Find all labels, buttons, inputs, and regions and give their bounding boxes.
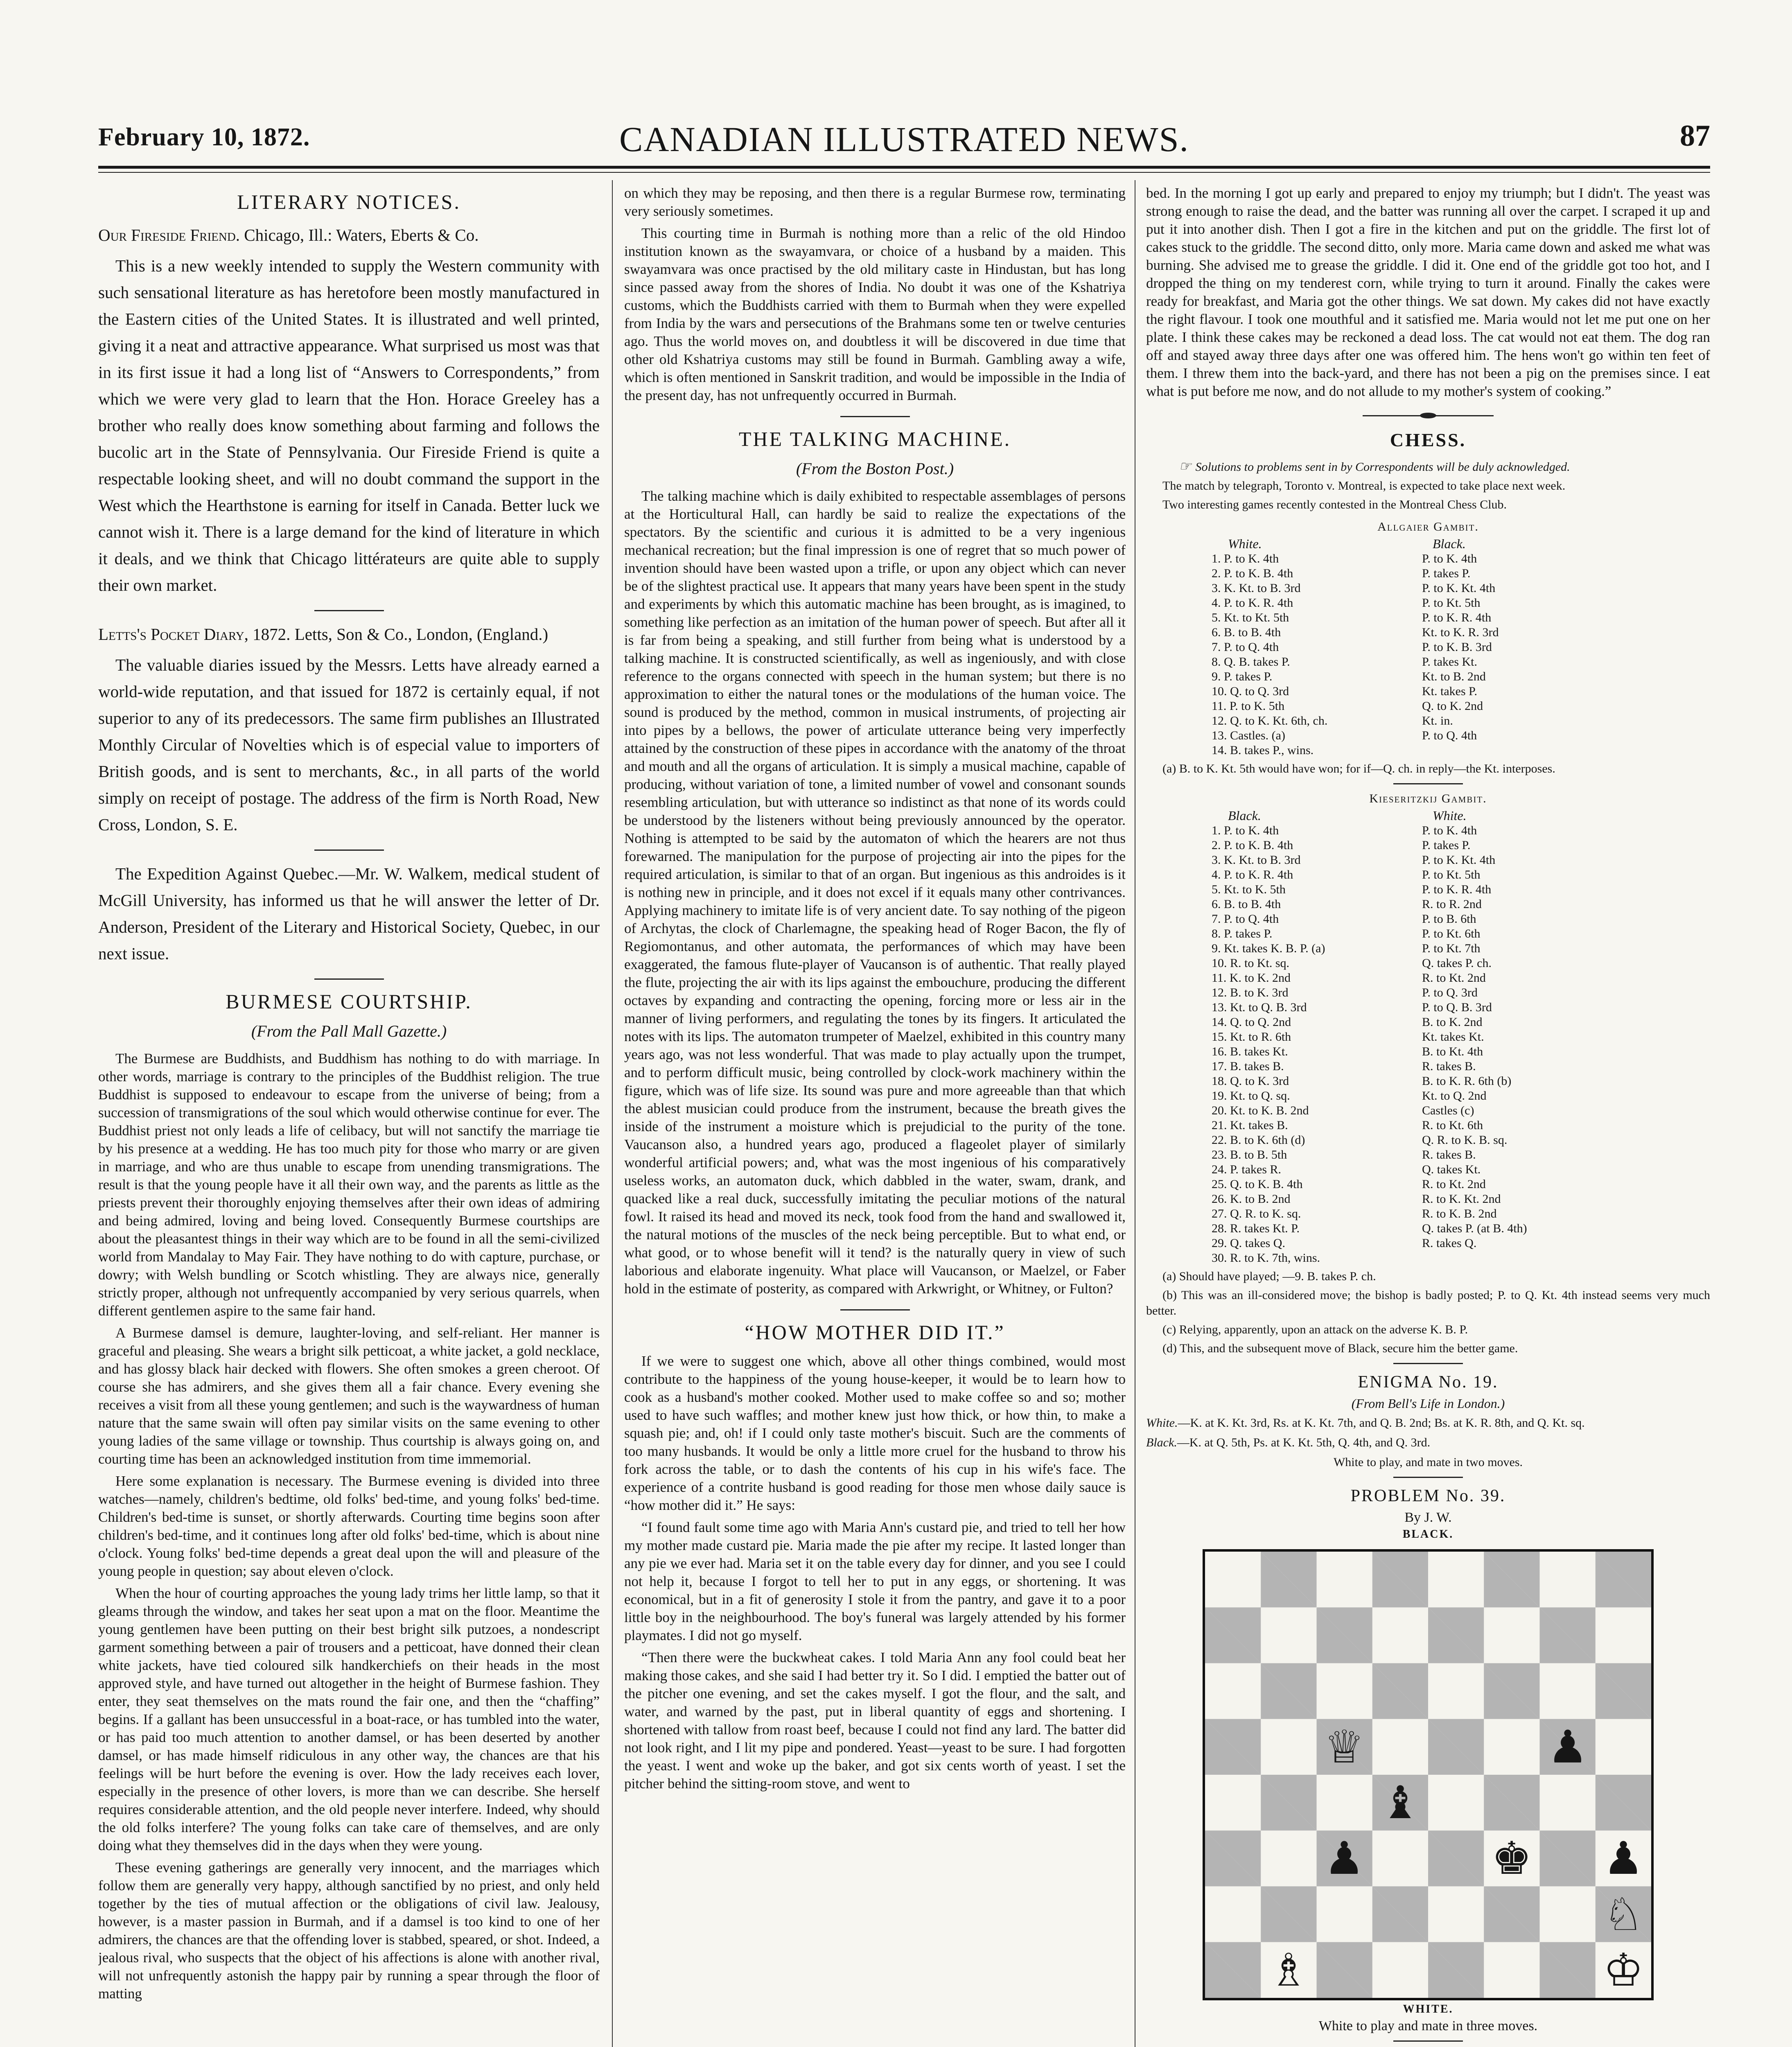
first-player-move: 1. P. to K. 4th [1212,552,1279,565]
solutions-note-text: Solutions to problems sent in by Correspondents will be duly acknowledged. [1195,460,1570,474]
second-player-move: R. takes B. [1422,1148,1476,1161]
move-row [1212,941,1533,956]
enigma-title: ENIGMA No. 19. [1358,1373,1499,1392]
section-rule [840,416,910,417]
first-player-move: 3. K. Kt. to B. 3rd [1212,581,1301,595]
chess-note: Two interesting games recently contested in the Montreal Chess Club. [1162,498,1507,511]
column-3 [1146,184,1710,2047]
first-player-move: 8. Q. B. takes P. [1212,655,1290,669]
second-player-move: R. to Kt. 6th [1422,1118,1483,1132]
notice-title-lead: Our Fireside Friend. [98,226,240,244]
move-row [1212,897,1533,912]
second-player-move: R. to R. 2nd [1422,897,1482,911]
notice-title-lead: Letts's Pocket Diary, 1872. [98,625,291,644]
black-side-label: BLACK. [1402,1528,1454,1541]
second-player-move: P. to K. Kt. 4th [1422,853,1496,867]
move-row [1212,655,1505,669]
move-row [1212,743,1505,758]
literary-notices-heading: LITERARY NOTICES. [237,190,461,213]
move-row [1212,1133,1533,1148]
second-player-move [1422,743,1505,758]
problem-task: White to play and mate in three moves. [1318,2018,1538,2033]
white-bishop-icon: ♗ [1268,1944,1309,1996]
second-player-move: P. to K. Kt. 4th [1422,581,1496,595]
move-row [1212,823,1533,838]
section-rule [314,978,384,980]
chess-note [1146,459,1710,475]
game-note: (b) This was an ill-considered move; the bishop is badly posted; P. to Q. Kt. 4th instead seems very much better. [1146,1288,1710,1317]
first-player-move: 4. P. to K. R. 4th [1212,868,1293,881]
column-2 [624,184,1126,2047]
move-row [1212,714,1505,728]
second-player-move: P. to B. 6th [1422,912,1476,926]
game-moves-table [1212,823,1533,1265]
move-row [1212,1089,1533,1103]
move-row [1212,1148,1533,1162]
move-row [1212,1000,1533,1015]
second-player-move: B. to K. R. 6th (b) [1422,1074,1512,1088]
first-player-move: 2. P. to K. B. 4th [1212,838,1293,852]
first-player-move: 7. P. to Q. 4th [1212,912,1279,926]
first-player-move: 25. Q. to K. B. 4th [1212,1177,1303,1191]
masthead-rule-thin [98,172,1710,173]
white-queen-icon: ♕ [1324,1721,1365,1773]
second-player-move: P. takes P. [1422,567,1471,580]
move-row [1212,882,1533,897]
pointing-hand-icon: ☞ [1179,459,1192,474]
game-note: (a) Should have played; —9. B. takes P. ch. [1162,1270,1376,1283]
notice-title [98,222,600,249]
second-player-move: P. to Kt. 6th [1422,927,1481,940]
article-source: (From the Boston Post.) [796,459,954,478]
move-row [1212,640,1505,655]
chess-note: The match by telegraph, Toronto v. Montreal, is expected to take place next week. [1162,479,1566,493]
chess-heading: CHESS. [1390,429,1467,450]
second-player-move [1422,1251,1533,1265]
enigma-black-position [1146,1435,1710,1451]
game-title: Kieseritzkij Gambit. [1369,792,1487,805]
first-player-move: 13. Castles. (a) [1212,729,1285,742]
move-row [1212,985,1533,1000]
move-row [1212,625,1505,640]
black-column-label: Black. [1433,536,1466,551]
white-king-icon: ♔ [1603,1944,1644,1996]
first-player-move: 15. Kt. to R. 6th [1212,1030,1291,1044]
first-player-move: 3. K. Kt. to B. 3rd [1212,853,1301,867]
article-paragraph: “Then there were the buckwheat cakes. I told Maria Ann any fool could beat her making those cakes, and she said I had better try it. So I did. I emptied the batter out of the pitcher one evening, and set the cakes myself. I got the flour, and the salt, and water, and warned by the past, put in liberal quantity of eggs and shortening. I shortened with tallow from roast beef, because I could not find any lard. The batter did not look right, and I lit my pipe and pondered. Yeast—yeast to be sure. I had forgotten the yeast. I went and woke up the baker, and got six cents worth of yeast. I set the pitcher behind the sitting-room stove, and went to [624,1649,1126,1792]
page-number: 87 [1680,119,1710,153]
first-player-move: 16. B. takes Kt. [1212,1045,1288,1058]
second-player-move: P. to Kt. 7th [1422,942,1481,955]
second-player-move: Kt. takes P. [1422,685,1477,698]
move-row [1212,1059,1533,1074]
article-paragraph: These evening gatherings are generally very innocent, and the marriages which follow them are generally very happy, although sanctified by no priest, and only held together by the ties of mutual affection or the obligations of civil law. Jealousy, however, is a master passion in Burmah, and if a damsel is too kind to one of her admirers, the chances are that the offending lover is stabbed, speared, or shot. Indeed, a jealous rival, who suspects that the object of his affections is alone with another rival, will not unfrequently astonish the happy pair by running a spear through the floor of matting [98,1859,600,2002]
move-row [1212,669,1505,684]
move-row [1212,1103,1533,1118]
move-row [1212,853,1533,868]
second-player-move: P. to K. 4th [1422,552,1477,565]
second-player-move: P. takes Kt. [1422,655,1477,669]
move-row [1212,1207,1533,1221]
second-player-move: Kt. takes Kt. [1422,1030,1484,1044]
first-player-move: 26. K. to B. 2nd [1212,1192,1291,1206]
chess-board [1203,1549,1654,2000]
enigma-black-text: —K. at Q. 5th, Ps. at K. Kt. 5th, Q. 4th, and Q. 3rd. [1177,1436,1431,1449]
game-note: (a) B. to K. Kt. 5th would have won; for if—Q. ch. in reply—the Kt. interposes. [1162,762,1555,775]
section-rule [1393,783,1463,784]
second-player-move: Kt. to K. R. 3rd [1422,626,1499,639]
article-paragraph: This courting time in Burmah is nothing more than a relic of the old Hindoo institution known as the swayamvara, or choice of a husband by a maiden. This swayamvara was once practised by the old military caste in Hindustan, but has long since passed away from the shores of India. No doubt it was one of the Kshatriya customs, which the Buddhists carried with them to Burmah when they were expelled from India by the wars and persecutions of the Brahmans some ten or twelve centuries ago. Thus the world moves on, and doubtless it will be discovered in due time that other old Kshatriya customs may still be found in Burmah. Gambling away a wife, which is often mentioned in Sanskrit tradition, and would be impossible in the India of the present day, has not unfrequently occurred in Burmah. [624,225,1126,403]
notice-title [98,621,600,648]
first-player-move: 14. B. takes P., wins. [1212,743,1314,757]
second-player-move: P. to K. 4th [1422,824,1477,837]
first-player-move: 6. B. to B. 4th [1212,897,1281,911]
move-row [1212,684,1505,699]
black-pawn-icon: ♟ [1547,1721,1588,1773]
first-player-move: 8. P. takes P. [1212,927,1273,940]
black-pawn-icon: ♟ [1324,1832,1365,1884]
first-player-move: 17. B. takes B. [1212,1060,1284,1073]
burmese-courtship-heading: BURMESE COURTSHIP. [226,990,472,1013]
move-row [1212,1236,1533,1251]
enigma-black-label: Black. [1146,1436,1177,1449]
article-paragraph: The talking machine which is daily exhibited to respectable assemblages of persons at the Horticultural Hall, can hardly be said to realize the expectations of the spectators. By the scientific and curious it is admitted to be a very ingenious mechanical recreation; but the final impression is one of regret that so much power of invention should have been wasted upon a trifle, or upon any object which can never be of the slightest practical use. It appears that many years have been spent in the study and experiments by which this automatic machine has been brought, as is imagined, to something like perfection as an imitation of the human power of speech. But after all it is far from being a speaking, and still further from being what is understood by a talking machine. It is constructed scientifically, as well as ingeniously, and with close reference to the organs connected with speech in the human system; but there is no approximation to either the natural tones or the modulations of the human voice. The sound is produced by the method, common in musical instruments, of projecting air into pipes by a bellows, the power of articulate utterance being very imperfectly attained by the construction of these pipes in accordance with the anatomy of the throat and mouth and all the organs of articulation. It is simply a musical machine, capable of producing, without variation of tone, a limited number of vowel and consonant sounds resembling articulation, but with utterance so indistinct as that none of its words could be understood by the listeners without being previously announced by the operator. Nothing is attempted to be said by the automaton of which the hearers are not thus forewarned. The manipulation for the purpose of projecting air into the pipes for the required articulation, is similar to that of an organ. But ingenious as this androides is it is nothing new in principle, and it does not excel if it equals many other contrivances. Applying machinery to imitate life is of very ancient date. To say nothing of the pigeon of Archytas, the clock of Charlemagne, the speaking head of Roger Bacon, the fly of Regiomontanus, and other automata, the performances of which may have been exaggerated, the famous flute-player of Vaucanson is of authentic. That really played the flute, projecting the air with its lips against the embouchure, producing the different octaves by expanding and contracting the opening, forcing more or less air in the manner of living performers, and regulating the tones by its fingers. It articulated the notes with its lips. The automaton trumpeter of Maelzel, exhibited in this country many years ago, was not less wonderful. That was made to play actually upon the trumpet, and to perform difficult music, being controlled by clock-work machinery within the figure, which was of life size. Its sound was pure and more agreeable than that which the ablest musician could produce from the instrument, because the breath gives the inside of the instrument a moisture which is prejudicial to the purity of the tone. Vaucanson also, a hundred years ago, produced a flageolet player of similarly wonderful artificial powers; and, what was the most ingenious of his comparatively useless works, an automaton duck, which dabbled in the water, swam, drank, and quacked like a real duck, successfully imitating the peculiar motions of the natural fowl. It raised its head and moved its neck, took food from the hand and swallowed it, the natural motions of the muscles of the neck being perceptible. But to what end, or what good, or to whose benefit will it tend? is the naturally query in view of such laborious and elaborate ingenuity. What place will Vaucanson, or Maelzel, or Faber hold in the estimate of posterity, as compared with Arkwright, or Whitney, or Fulton? [624,488,1126,1297]
article-paragraph: When the hour of courting approaches the young lady trims her little lamp, so that it gleams through the window, and takes her seat upon a mat on the floor. Meantime the young gentlemen have been putting on their best bright silk putzoes, a nondescript garment something between a pair of trousers and a petticoat, have donned their clean white jackets, have tied coloured silk handkerchiefs on their heads in the most approved style, and have turned out altogether in the height of Burmese fashion. They enter, they seat themselves on the mats round the fair one, and then the “chaffing” begins. If a gallant has been unsuccessful in a boat-race, or has tumbled into the water, or has paid too much attention to another damsel, or has been deserted by another damsel, or has made himself ridiculous in any other way, the chances are that his feelings will be hurt before the evening is over. How the lady receives each lover, especially in the presence of other lovers, is more than we can describe. She herself requires considerable attention, and the old people never interfere. Indeed, why should the old folks interfere? The young folks can take care of themselves, and are only doing what they themselves did in the days when they were young. [98,1585,600,1853]
second-player-move: P. to Q. 3rd [1422,986,1478,999]
move-row [1212,596,1505,610]
first-player-move: 4. P. to K. R. 4th [1212,596,1293,610]
section-rule [1393,2040,1463,2042]
first-player-move: 9. P. takes P. [1212,670,1273,683]
moves-header [1228,808,1710,823]
notice-body: The Expedition Against Quebec.—Mr. W. Walkem, medical student of McGill University, has informed us that he will answer the letter of Dr. Anderson, President of the Literary and Historical Society, Quebec, in our next issue. [98,864,600,963]
black-king-icon: ♚ [1491,1832,1532,1884]
white-side-label: WHITE. [1403,2003,1453,2015]
first-player-move: 14. Q. to Q. 2nd [1212,1015,1291,1029]
second-player-move: P. to K. B. 3rd [1422,640,1492,654]
move-row [1212,838,1533,853]
notice-body: The valuable diaries issued by the Messrs. Letts have already earned a world-wide reputation, and that issued for 1872 is certainly equal, if not superior to any of its predecessors. The same firm publishes an Illustrated Monthly Circular of Novelties which is of especial value to importers of British goods, and is sent to merchants, &c., in all parts of the world simply on receipt of postage. The address of the firm is North Road, New Cross, London, S. E. [98,655,600,834]
move-row [1212,868,1533,882]
column-1 [98,184,600,2047]
notice-title-rest: Letts, Son & Co., London, (England.) [290,625,548,644]
move-row [1212,610,1505,625]
move-row [1212,1074,1533,1089]
second-player-move: Q. takes P. ch. [1422,956,1492,970]
game-note: (d) This, and the subsequent move of Black, secure him the better game. [1162,1342,1518,1355]
first-player-move: 10. R. to Kt. sq. [1212,956,1290,970]
game-title: Allgaier Gambit. [1377,520,1479,533]
first-player-move: 29. Q. takes Q. [1212,1236,1285,1250]
first-player-move: 5. Kt. to Kt. 5th [1212,611,1289,624]
first-player-move: 12. Q. to K. Kt. 6th, ch. [1212,714,1328,728]
move-row [1212,728,1505,743]
first-player-move: 6. B. to B. 4th [1212,626,1281,639]
how-mother-did-it-heading: “HOW MOTHER DID IT.” [745,1321,1005,1344]
notice-body: This is a new weekly intended to supply the Western community with such sensational literature as has heretofore been mostly manufactured in the Eastern cities of the United States. It is illustrated and well printed, giving it a neat and attractive appearance. What surprised us most was that in its first issue it had a long list of “Answers to Correspondents,” from which we were very glad to learn that the Hon. Horace Greeley has a brother who really does know something about farming and follows the bucolic art in the State of Pennsylvania. Our Fireside Friend is quite a respectable looking sheet, and will no doubt command the support in the West which the Hearthstone is earning for itself in Canada. Better luck we cannot wish it. There is a large demand for the kind of literature in which it deals, and we think that Chicago littérateurs are quite able to supply their own market. [98,256,600,594]
first-player-move: 10. Q. to Q. 3rd [1212,685,1289,698]
first-player-move: 12. B. to K. 3rd [1212,986,1289,999]
white-knight-icon: ♘ [1603,1888,1644,1941]
move-row [1212,912,1533,926]
enigma-white-label: White. [1146,1416,1178,1430]
moves-header [1228,536,1710,551]
masthead-rule [98,166,1710,169]
white-column-label: White. [1228,536,1262,551]
section-rule [314,850,384,851]
first-player-move: 7. P. to Q. 4th [1212,640,1279,654]
masthead [98,119,1710,164]
article-paragraph: Here some explanation is necessary. The Burmese evening is divided into three watches—namely, children's bedtime, old folks' bed-time, and young folks' bed-time. Children's bed-time is sunset, or shortly afterwards. Courting time begins soon after children's bed-time, and it continues long after old folks' bed-time, which is about nine o'clock. Young folks' bed-time depends a great deal upon the will and pleasure of the young people in question; say about eleven o'clock. [98,1473,600,1579]
second-player-move: P. to Kt. 5th [1422,596,1481,610]
first-player-move: 21. Kt. takes B. [1212,1118,1288,1132]
move-row [1212,581,1505,596]
column-divider [612,180,613,2047]
problem-author: By J. W. [1404,1510,1452,1525]
second-player-move: B. to K. 2nd [1422,1015,1483,1029]
second-player-move: Q. to K. 2nd [1422,699,1483,713]
first-player-move: 20. Kt. to K. B. 2nd [1212,1104,1309,1117]
second-player-move: R. to Kt. 2nd [1422,1177,1486,1191]
move-row [1212,1177,1533,1192]
move-row [1212,926,1533,941]
section-rule [314,610,384,611]
first-player-move: 30. R. to K. 7th, wins. [1212,1251,1320,1265]
article-paragraph: The Burmese are Buddhists, and Buddhism has nothing to do with marriage. In other words, marriage is contrary to the principles of the Buddhist religion. The true Buddhist is supposed to endeavour to escape from the universe of being; from a succession of transmigrations of the soul which would otherwise continue for ever. The Buddhist priest not only leads a life of celibacy, but will not sanctify the marriage tie by his presence at a wedding. He has too much pity for those who marry or are given in marriage, and who are thus unable to escape from unending transmigrations. The result is that the young people have it all their own way, and the parents as little as the priests prevent their thoroughly enjoying themselves after their own ideas of admiring and being admired, loving and being loved. Consequently Burmese courtships are about the pleasantest things in their way which are to be found in all the semi-civilized world from Mandalay to May Fair. They have nothing to do with capture, purchase, or dowry; with Welsh bundling or Scotch whistling. They are always nice, generally strictly proper, although not unfrequently accompanied by very serious quarrels, when different gentlemen aspire to the same fair hand. [98,1051,600,1319]
black-bishop-icon: ♝ [1380,1776,1421,1829]
second-player-move: Castles (c) [1422,1104,1474,1117]
second-player-move: P. to Q. B. 3rd [1422,1001,1492,1014]
first-player-move: 5. Kt. to K. 5th [1212,883,1286,896]
article-paragraph: on which they may be reposing, and then there is a regular Burmese row, terminating very seriously sometimes. [624,185,1126,219]
second-player-move: B. to Kt. 4th [1422,1045,1483,1058]
issue-date: February 10, 1872. [98,123,310,151]
second-player-move: Q. takes P. (at B. 4th) [1422,1222,1527,1235]
first-player-move: 18. Q. to K. 3rd [1212,1074,1289,1088]
section-rule [1393,1363,1463,1364]
article-paragraph: bed. In the morning I got up early and prepared to enjoy my triumph; but I didn't. The yeast was strong enough to raise the dead, and the batter was running all over the carpet. I scraped it up and put it into another dish. Then I got a fire in the kitchen and put on the griddle. The first lot of cakes stuck to the griddle. The second ditto, only more. Maria came down and asked me what was burning. She advised me to grease the griddle. I did it. One end of the griddle got too hot, and I dropped the thing on my tenderest corn, while trying to turn it around. Finally the cakes were ready for breakfast, and Maria got the other things. We sat down. My cakes did not have exactly the right flavour. I took one mouthful and it satisfied me. Maria would not let me put one on her plate. I think these cakes may be reckoned a dead loss. The cat would not eat them. The dog ran off and stayed away three days after one was offered him. The hens won't go within ten feet of them. I threw them into the back-yard, and there has not been a pig on the premises since. I eat what is put before me now, and do not allude to my mother's system of cooking.” [1146,185,1710,399]
article-source: (From the Pall Mall Gazette.) [251,1022,447,1040]
notice-title-rest: Chicago, Ill.: Waters, Eberts & Co. [240,226,479,244]
enigma-white-position [1146,1415,1710,1431]
second-player-move: R. takes Q. [1422,1236,1477,1250]
second-player-move: Kt. to Q. 2nd [1422,1089,1487,1103]
first-player-move: 11. K. to K. 2nd [1212,971,1291,985]
second-player-move: R. to K. B. 2nd [1422,1207,1497,1220]
second-player-move: P. to Q. 4th [1422,729,1477,742]
black-column-label: Black. [1228,808,1261,823]
move-row [1212,1030,1533,1044]
move-row [1212,1162,1533,1177]
problem-title: PROBLEM No. 39. [1350,1487,1506,1505]
enigma-task: White to play, and mate in two moves. [1333,1455,1523,1469]
move-row [1212,1118,1533,1133]
game-note: (c) Relying, apparently, upon an attack on the adverse K. B. P. [1162,1323,1468,1336]
second-player-move: Kt. to B. 2nd [1422,670,1486,683]
ornamental-rule [1363,413,1494,418]
move-row [1212,551,1505,566]
first-player-move: 1. P. to K. 4th [1212,824,1279,837]
move-row [1212,971,1533,985]
move-row [1212,956,1533,971]
first-player-move: 24. P. takes R. [1212,1163,1282,1176]
first-player-move: 13. Kt. to Q. B. 3rd [1212,1001,1307,1014]
second-player-move: R. takes B. [1422,1060,1476,1073]
second-player-move: P. to K. R. 4th [1422,611,1492,624]
section-rule [840,1309,910,1310]
talking-machine-heading: THE TALKING MACHINE. [738,427,1011,450]
move-row [1212,1251,1533,1265]
move-row [1212,699,1505,714]
first-player-move: 11. P. to K. 5th [1212,699,1285,713]
game-moves-table [1212,551,1505,758]
first-player-move: 22. B. to K. 6th (d) [1212,1133,1305,1147]
second-player-move: P. to Kt. 5th [1422,868,1481,881]
enigma-source: (From Bell's Life in London.) [1351,1396,1505,1411]
move-row [1212,1015,1533,1030]
newspaper-title: CANADIAN ILLUSTRATED NEWS. [619,120,1189,159]
first-player-move: 19. Kt. to Q. sq. [1212,1089,1290,1103]
second-player-move: R. to Kt. 2nd [1422,971,1486,985]
black-pawn-icon: ♟ [1603,1832,1644,1884]
section-rule [1393,1477,1463,1478]
first-player-move: 28. R. takes Kt. P. [1212,1222,1300,1235]
second-player-move: Q. R. to K. B. sq. [1422,1133,1508,1147]
white-column-label: White. [1433,808,1467,823]
article-paragraph: “I found fault some time ago with Maria Ann's custard pie, and tried to tell her how my mother made custard pie. Maria made the pie after my recipe. It lasted longer than any pie we ever had. Maria set it on the table every day for dinner, and you see I could not help it, because I forgot to tell her to put in any eggs, or shortening. It was economical, but in a fit of generosity I stole it from the pantry, and gave it to a poor little boy in the neighbourhood. The boy's funeral was largely attended by his former playmates. I did not go myself. [624,1519,1126,1643]
move-row [1212,1192,1533,1207]
first-player-move: 2. P. to K. B. 4th [1212,567,1293,580]
enigma-white-text: —K. at K. Kt. 3rd, Rs. at K. Kt. 7th, and Q. B. 2nd; Bs. at K. R. 8th, and Q. Kt. sq. [1178,1416,1585,1430]
first-player-move: 27. Q. R. to K. sq. [1212,1207,1301,1220]
move-row [1212,1221,1533,1236]
second-player-move: Kt. in. [1422,714,1453,728]
second-player-move: R. to K. Kt. 2nd [1422,1192,1501,1206]
move-row [1212,566,1505,581]
article-paragraph: If we were to suggest one which, above all other things combined, would most contribute to the happiness of the young house-keeper, it would be to learn how to cook as a husband's mother cooked. Mother used to make coffee so and so; mother used to have such waffles; and mother knew just how thick, or how thin, to make a squash pie; and, oh! if I could only taste mother's biscuit. Such are the comments of too many husbands. It would be only a little more cruel for the husband to throw his fork across the table, or to dash the contents of his cup in his wife's face. The experience of a contrite husband is good reading for those men whose daily sauce is “how mother did it.” He says: [624,1353,1126,1513]
first-player-move: 23. B. to B. 5th [1212,1148,1287,1161]
move-row [1212,1044,1533,1059]
second-player-move: Q. takes Kt. [1422,1163,1481,1176]
first-player-move: 9. Kt. takes K. B. P. (a) [1212,942,1325,955]
article-paragraph: A Burmese damsel is demure, laughter-loving, and self-reliant. Her manner is graceful and pleasing. She wears a bright silk petticoat, a white jacket, a gold necklace, and has glossy black hair decked with flowers. She often smokes a green cheroot. Of course she has admirers, and she gives them all a fair chance. Every evening she receives a visit from all these young gentlemen; and such is the waywardness of human nature that the same swain will often pay similar visits on the same evening to other young ladies of the same village or township. Thus courtship is always going on, and courting time has been an acknowledged institution from time immemorial. [98,1325,600,1467]
second-player-move: P. to K. R. 4th [1422,883,1492,896]
second-player-move: P. takes P. [1422,838,1471,852]
